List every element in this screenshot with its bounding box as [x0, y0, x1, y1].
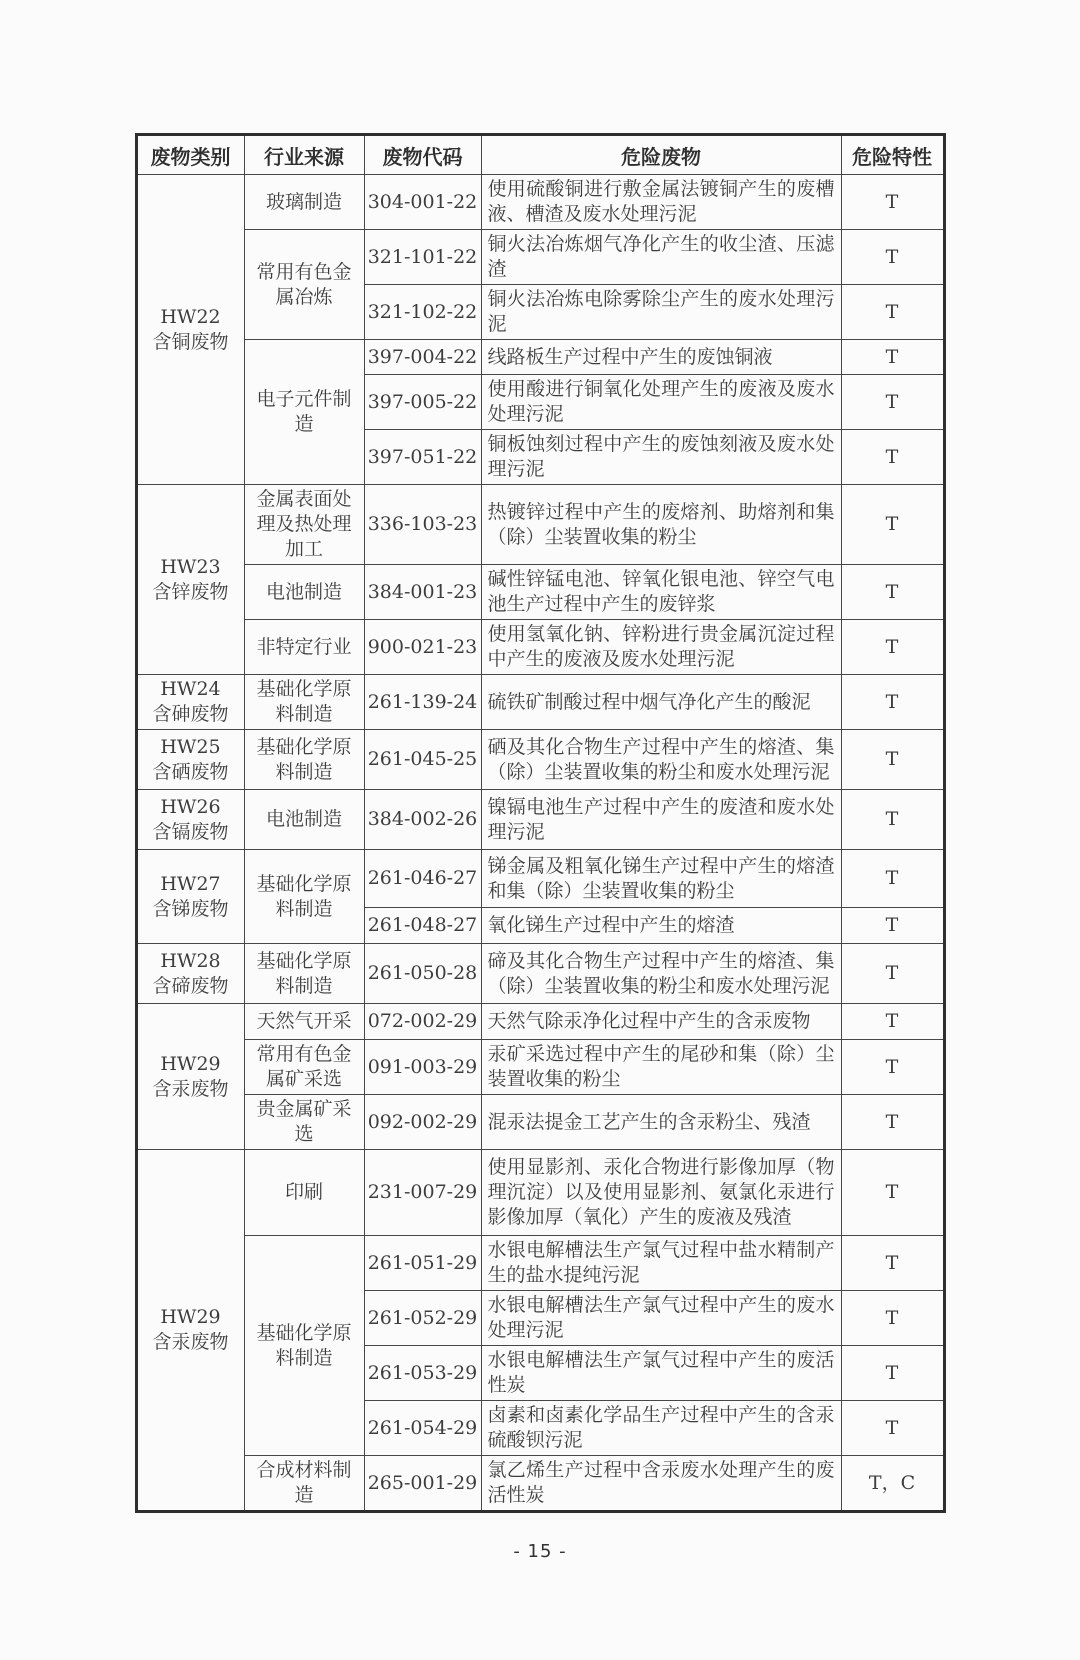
waste-code-cell: 092-002-29 — [364, 1095, 481, 1150]
category-code: HW25 — [160, 735, 221, 758]
waste-description-cell: 锑金属及粗氧化锑生产过程中产生的熔渣和集（除）尘装置收集的粉尘 — [481, 850, 841, 908]
waste-description-cell: 氯乙烯生产过程中含汞废水处理产生的废活性炭 — [481, 1456, 841, 1512]
industry-cell: 玻璃制造 — [244, 175, 364, 230]
waste-code-cell: 261-139-24 — [364, 675, 481, 730]
category-code: HW24 — [160, 678, 221, 700]
waste-description-cell: 使用硫酸铜进行敷金属法镀铜产生的废槽液、槽渣及废水处理污泥 — [481, 175, 841, 230]
category-name: 含锑废物 — [152, 897, 229, 920]
waste-code-cell: 072-002-29 — [364, 1004, 481, 1040]
category-name: 含镉废物 — [152, 820, 229, 843]
table-row — [136, 1456, 944, 1512]
industry-cell: 印刷 — [244, 1150, 364, 1236]
header-waste-category: 废物类别 — [136, 135, 244, 175]
industry-cell: 基础化学原料制造 — [244, 944, 364, 1004]
hazard-property-cell: T — [841, 730, 944, 790]
waste-description-cell: 铜火法冶炼电除雾除尘产生的废水处理污泥 — [481, 285, 841, 340]
waste-description-cell: 镍镉电池生产过程中产生的废渣和废水处理污泥 — [481, 790, 841, 850]
waste-description-cell: 硒及其化合物生产过程中产生的熔渣、集（除）尘装置收集的粉尘和废水处理污泥 — [481, 730, 841, 790]
table-row — [136, 620, 944, 675]
category-cell-hw26 — [136, 790, 244, 850]
waste-code-cell: 265-001-29 — [364, 1456, 481, 1512]
hazardous-waste-table — [135, 133, 946, 1513]
hazard-property-cell: T — [841, 1291, 944, 1346]
waste-description-cell: 碱性锌锰电池、锌氧化银电池、锌空气电池生产过程中产生的废锌浆 — [481, 565, 841, 620]
waste-code-cell: 261-051-29 — [364, 1236, 481, 1291]
waste-description-cell: 铜火法冶炼烟气净化产生的收尘渣、压滤渣 — [481, 230, 841, 285]
hazard-property-cell: T — [841, 485, 944, 565]
category-cell-hw25 — [136, 730, 244, 790]
table-row — [136, 175, 944, 230]
header-industry-source: 行业来源 — [244, 135, 364, 175]
category-code: HW22 — [160, 305, 221, 328]
waste-description-cell: 使用显影剂、汞化合物进行影像加厚（物理沉淀）以及使用显影剂、氨氯化汞进行影像加厚（氧化）产生的废液及残渣 — [481, 1150, 841, 1236]
category-cell-hw29-b — [136, 1150, 244, 1512]
waste-description-cell: 碲及其化合物生产过程中产生的熔渣、集（除）尘装置收集的粉尘和废水处理污泥 — [481, 944, 841, 1004]
table-row — [136, 1150, 944, 1236]
hazard-property-cell: T — [841, 565, 944, 620]
category-cell-hw29-a — [136, 1004, 244, 1150]
header-hazardous-waste: 危险废物 — [481, 135, 841, 175]
industry-cell: 常用有色金属冶炼 — [244, 230, 364, 340]
hazard-property-cell: T — [841, 850, 944, 908]
waste-code-cell: 321-102-22 — [364, 285, 481, 340]
table-row — [136, 1004, 944, 1040]
category-code: HW27 — [160, 872, 221, 895]
waste-code-cell: 261-054-29 — [364, 1401, 481, 1456]
category-code: HW23 — [160, 555, 221, 578]
hazard-property-cell: T — [841, 1236, 944, 1291]
industry-cell: 电池制造 — [244, 565, 364, 620]
waste-code-cell: 397-051-22 — [364, 430, 481, 485]
waste-code-cell: 231-007-29 — [364, 1150, 481, 1236]
category-name: 含汞废物 — [152, 1331, 229, 1353]
table-header-row — [136, 135, 944, 175]
hazard-property-cell: T — [841, 1004, 944, 1040]
waste-code-cell: 261-048-27 — [364, 908, 481, 944]
category-name: 含碲废物 — [152, 974, 229, 997]
table-row — [136, 1040, 944, 1095]
industry-cell: 基础化学原料制造 — [244, 675, 364, 730]
table-row — [136, 944, 944, 1004]
industry-cell: 电子元件制造 — [244, 340, 364, 485]
hazard-property-cell: T — [841, 340, 944, 375]
waste-description-cell: 氧化锑生产过程中产生的熔渣 — [481, 908, 841, 944]
header-hazard-property: 危险特性 — [841, 135, 944, 175]
hazard-property-cell: T，C — [841, 1456, 944, 1512]
waste-description-cell: 天然气除汞净化过程中产生的含汞废物 — [481, 1004, 841, 1040]
waste-code-cell: 304-001-22 — [364, 175, 481, 230]
hazard-property-cell: T — [841, 790, 944, 850]
table-row — [136, 675, 944, 730]
category-name: 含汞废物 — [152, 1077, 229, 1100]
industry-cell: 基础化学原料制造 — [244, 730, 364, 790]
industry-cell: 基础化学原料制造 — [244, 1236, 364, 1456]
category-cell-hw27 — [136, 850, 244, 944]
hazard-property-cell: T — [841, 675, 944, 730]
waste-code-cell: 261-053-29 — [364, 1346, 481, 1401]
hazard-property-cell: T — [841, 944, 944, 1004]
waste-code-cell: 397-005-22 — [364, 375, 481, 430]
industry-cell: 基础化学原料制造 — [244, 850, 364, 944]
table-row — [136, 340, 944, 375]
category-cell-hw22 — [136, 175, 244, 485]
category-cell-hw23 — [136, 485, 244, 675]
waste-description-cell: 水银电解槽法生产氯气过程中盐水精制产生的盐水提纯污泥 — [481, 1236, 841, 1291]
hazard-property-cell: T — [841, 230, 944, 285]
table-row — [136, 1236, 944, 1291]
category-cell-hw28 — [136, 944, 244, 1004]
hazard-property-cell: T — [841, 430, 944, 485]
waste-code-cell: 261-050-28 — [364, 944, 481, 1004]
hazard-property-cell: T — [841, 1401, 944, 1456]
hazard-property-cell: T — [841, 175, 944, 230]
waste-code-cell: 384-001-23 — [364, 565, 481, 620]
industry-cell: 天然气开采 — [244, 1004, 364, 1040]
table-row — [136, 485, 944, 565]
hazard-property-cell: T — [841, 620, 944, 675]
category-name: 含硒废物 — [152, 760, 229, 783]
waste-description-cell: 汞矿采选过程中产生的尾砂和集（除）尘装置收集的粉尘 — [481, 1040, 841, 1095]
hazard-property-cell: T — [841, 1346, 944, 1401]
industry-cell: 非特定行业 — [244, 620, 364, 675]
category-name: 含锌废物 — [152, 580, 229, 603]
waste-code-cell: 321-101-22 — [364, 230, 481, 285]
header-waste-code: 废物代码 — [364, 135, 481, 175]
industry-cell: 贵金属矿采选 — [244, 1095, 364, 1150]
hazard-property-cell: T — [841, 375, 944, 430]
waste-code-cell: 261-046-27 — [364, 850, 481, 908]
waste-description-cell: 铜板蚀刻过程中产生的废蚀刻液及废水处理污泥 — [481, 430, 841, 485]
table-row — [136, 790, 944, 850]
document-page — [0, 133, 1080, 1660]
hazard-property-cell: T — [841, 1040, 944, 1095]
table-row — [136, 1095, 944, 1150]
table-row — [136, 730, 944, 790]
waste-code-cell: 336-103-23 — [364, 485, 481, 565]
industry-cell: 常用有色金属矿采选 — [244, 1040, 364, 1095]
hazard-property-cell: T — [841, 1095, 944, 1150]
waste-description-cell: 卤素和卤素化学品生产过程中产生的含汞硫酸钡污泥 — [481, 1401, 841, 1456]
category-code: HW29 — [160, 1052, 221, 1075]
waste-description-cell: 线路板生产过程中产生的废蚀铜液 — [481, 340, 841, 375]
industry-cell: 合成材料制造 — [244, 1456, 364, 1512]
waste-code-cell: 091-003-29 — [364, 1040, 481, 1095]
category-code: HW29 — [160, 1306, 221, 1328]
waste-description-cell: 水银电解槽法生产氯气过程中产生的废水处理污泥 — [481, 1291, 841, 1346]
waste-code-cell: 384-002-26 — [364, 790, 481, 850]
waste-description-cell: 使用氢氧化钠、锌粉进行贵金属沉淀过程中产生的废液及废水处理污泥 — [481, 620, 841, 675]
table-row — [136, 850, 944, 908]
waste-description-cell: 混汞法提金工艺产生的含汞粉尘、残渣 — [481, 1095, 841, 1150]
category-cell-hw24 — [136, 675, 244, 730]
table-row — [136, 565, 944, 620]
waste-description-cell: 硫铁矿制酸过程中烟气净化产生的酸泥 — [481, 675, 841, 730]
category-name: 含砷废物 — [152, 703, 229, 725]
waste-code-cell: 261-052-29 — [364, 1291, 481, 1346]
waste-description-cell: 使用酸进行铜氧化处理产生的废液及废水处理污泥 — [481, 375, 841, 430]
industry-cell: 金属表面处理及热处理加工 — [244, 485, 364, 565]
industry-cell: 电池制造 — [244, 790, 364, 850]
waste-code-cell: 397-004-22 — [364, 340, 481, 375]
hazard-property-cell: T — [841, 285, 944, 340]
category-name: 含铜废物 — [152, 330, 229, 353]
hazard-property-cell: T — [841, 908, 944, 944]
table-row — [136, 230, 944, 285]
waste-description-cell: 水银电解槽法生产氯气过程中产生的废活性炭 — [481, 1346, 841, 1401]
hazard-property-cell: T — [841, 1150, 944, 1236]
waste-description-cell: 热镀锌过程中产生的废熔剂、助熔剂和集（除）尘装置收集的粉尘 — [481, 485, 841, 565]
category-code: HW28 — [160, 949, 221, 972]
category-code: HW26 — [160, 795, 221, 818]
waste-code-cell: 261-045-25 — [364, 730, 481, 790]
waste-code-cell: 900-021-23 — [364, 620, 481, 675]
page-number: - 15 - — [513, 1541, 567, 1562]
